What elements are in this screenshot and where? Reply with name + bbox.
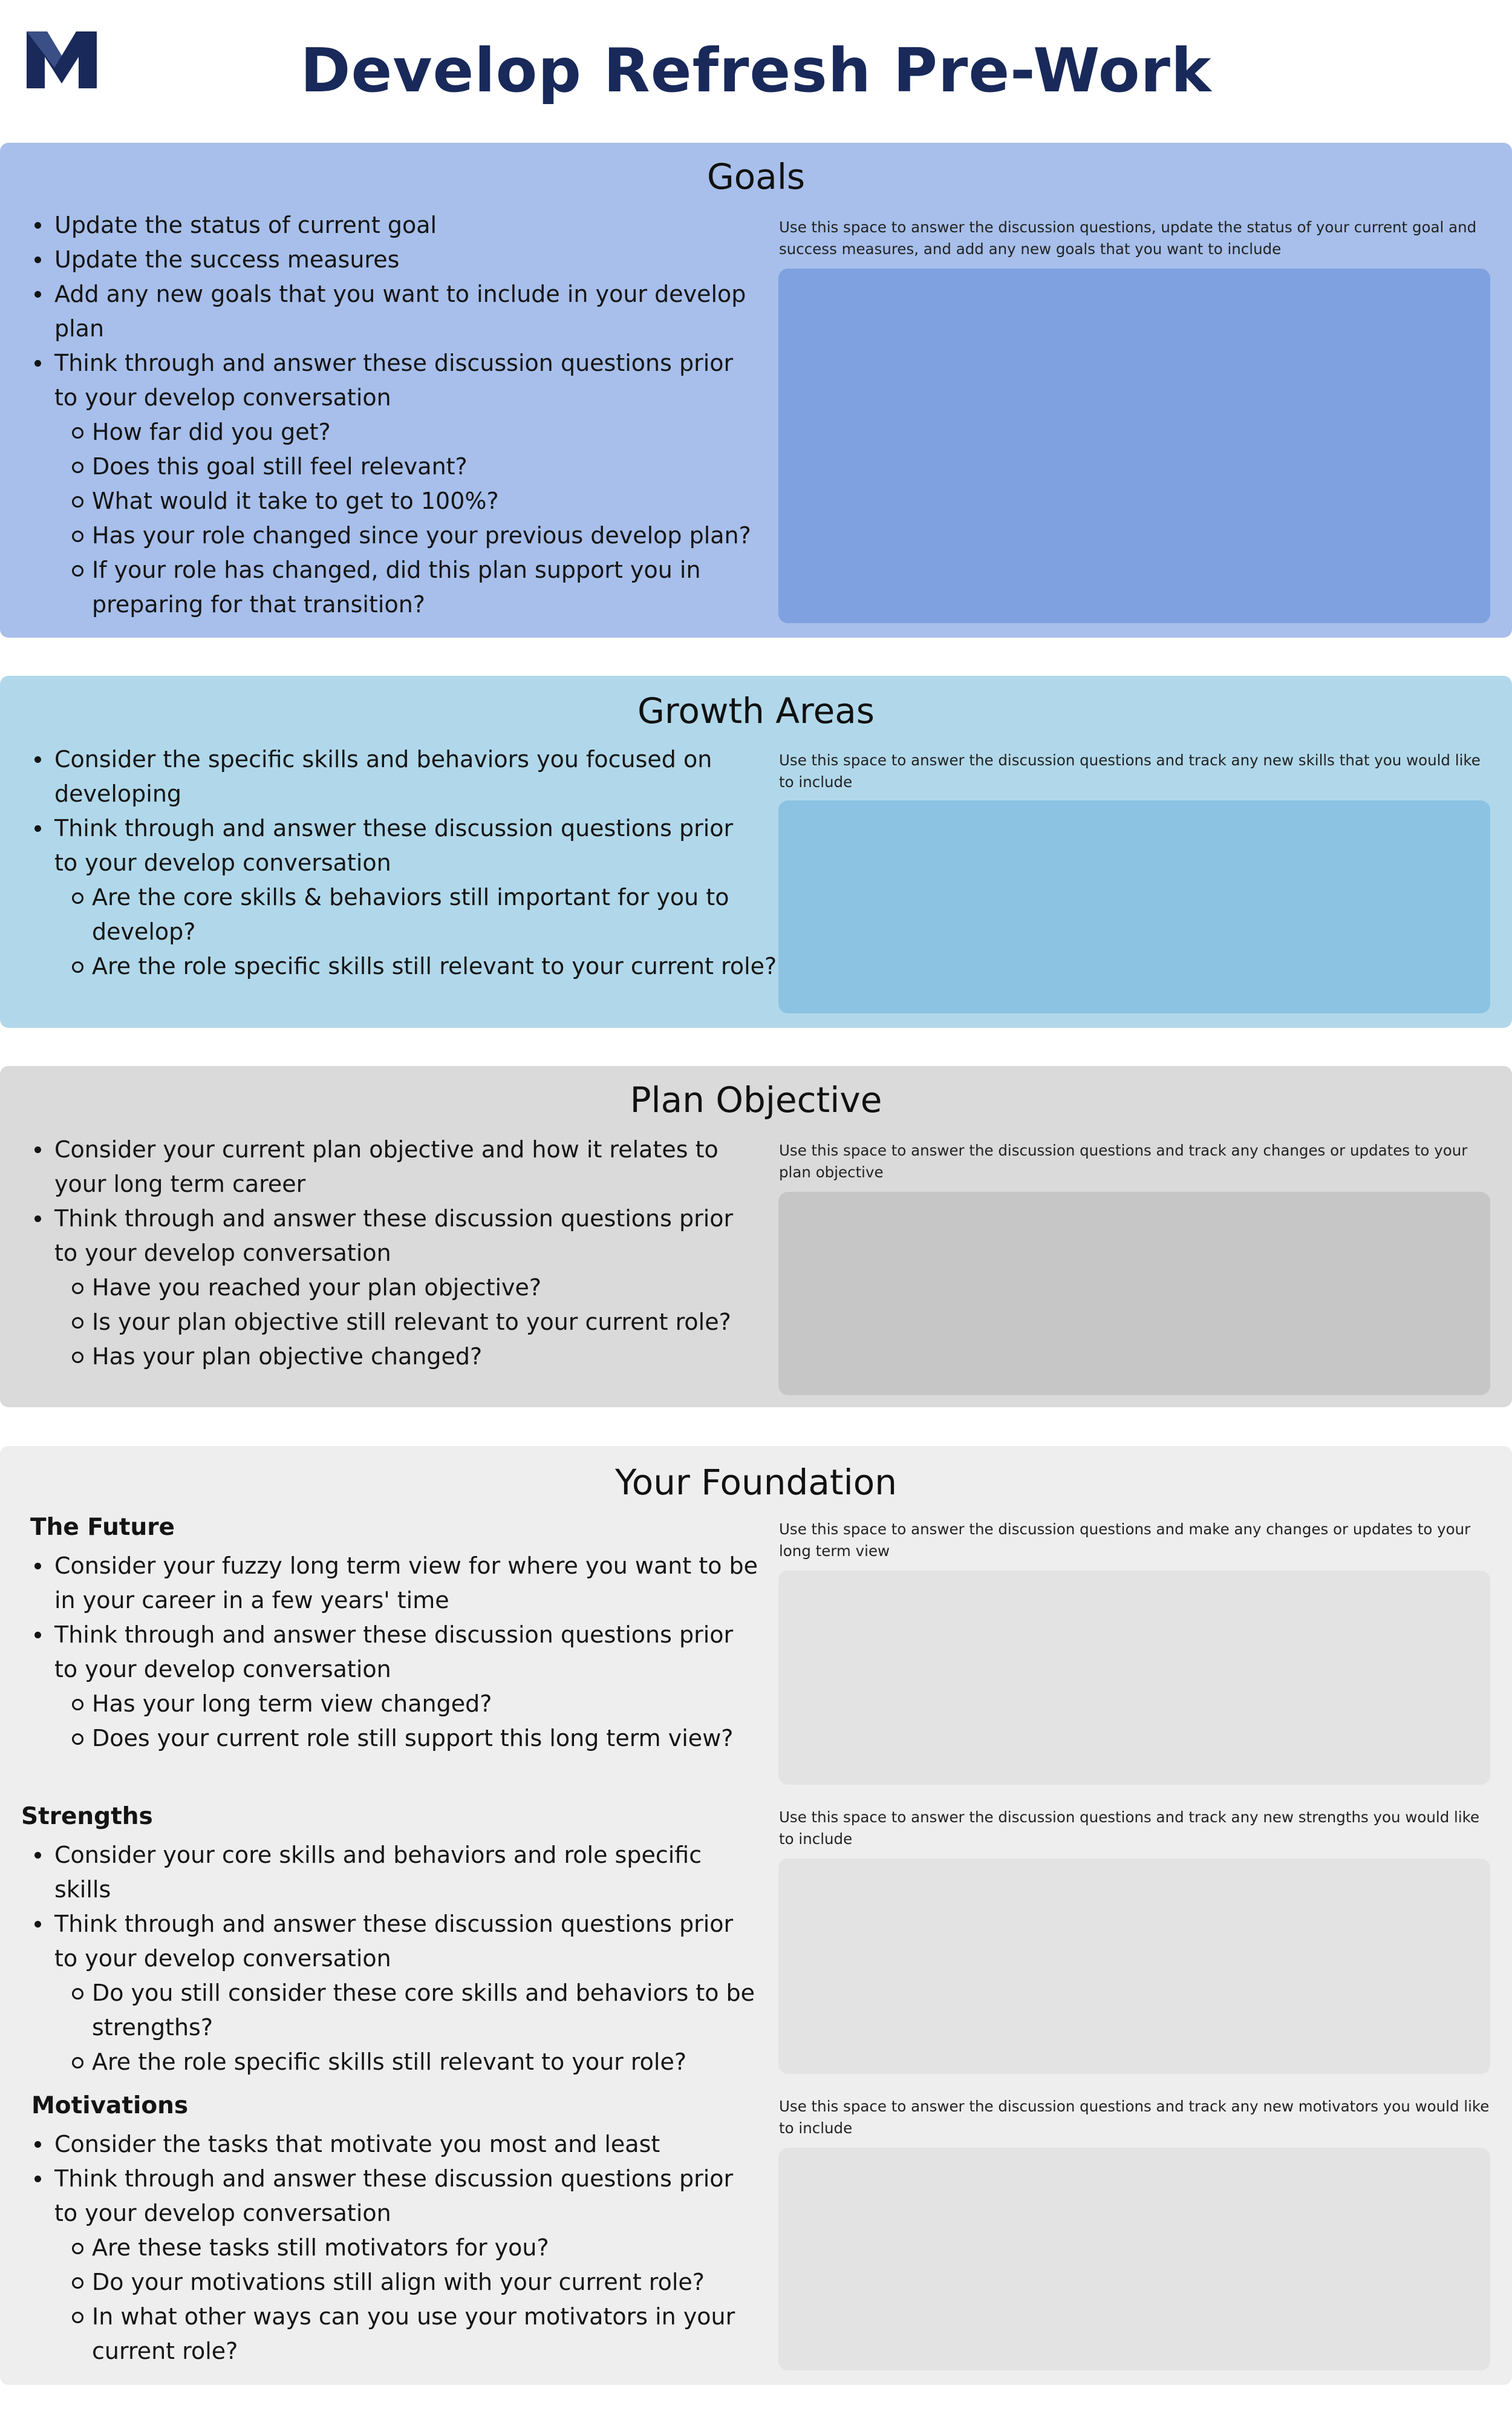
question-item: Are the core skills & behaviors still important for you to develop?: [92, 880, 797, 949]
future-hint: Use this space to answer the discussion questions and make any changes or updates to your long term view: [779, 1520, 1471, 1560]
question-item: Are these tasks still motivators for you?: [92, 2231, 797, 2265]
list-item: Consider the tasks that motivate you most and least: [33, 2127, 759, 2162]
question-item: Do you still consider these core skills and behaviors to be strengths?: [92, 1976, 797, 2045]
goals-bullet-list: [33, 208, 759, 622]
list-item: [33, 1202, 759, 1374]
plan-objective-title: Plan Objective: [630, 1079, 882, 1120]
question-item: In what other ways can you use your motivators in your current role?: [92, 2300, 797, 2369]
list-item: [33, 346, 759, 622]
goals-title: Goals: [706, 156, 806, 197]
plan-bullet-list: [33, 1133, 759, 1374]
future-answer-box[interactable]: [778, 1571, 1490, 1785]
growth-hint: Use this space to answer the discussion questions and track any new skills that you would like to include: [779, 751, 1481, 791]
growth-bullet-list: [33, 742, 777, 984]
plan-question-list: [92, 1270, 797, 1374]
list-item-text: Think through and answer these discussion questions prior to your develop conversation: [54, 1621, 734, 1683]
question-item: Does this goal still feel relevant?: [92, 450, 797, 484]
list-item: [33, 2162, 759, 2369]
list-item-text: Think through and answer these discussion questions prior to your develop conversation: [54, 2165, 734, 2226]
plan-objective-section: [0, 1066, 1512, 1407]
list-item: [33, 811, 777, 984]
question-item: Does your current role still support this long term view?: [92, 1721, 797, 1756]
goals-hint: Use this space to answer the discussion questions, update the status of your current goal and success measures, and add any new goals that you want to include: [779, 218, 1477, 258]
question-item: Has your long term view changed?: [92, 1687, 797, 1721]
list-item: Consider your core skills and behaviors and role specific skills: [33, 1838, 759, 1907]
foundation-title: Your Foundation: [614, 1462, 897, 1503]
list-item: Update the success measures: [33, 243, 759, 277]
growth-answer-box[interactable]: [778, 800, 1490, 1013]
motivations-question-list: [92, 2231, 797, 2369]
question-item: Do your motivations still align with your current role?: [92, 2265, 797, 2300]
growth-question-list: [92, 880, 797, 984]
list-item: Consider the specific skills and behaviors you focused on developing: [33, 742, 759, 811]
list-item: Update the status of current goal: [33, 208, 759, 243]
plan-answer-box[interactable]: [778, 1192, 1490, 1395]
list-item-text: Think through and answer these discussion questions prior to your develop conversation: [54, 350, 734, 411]
list-item-text: Think through and answer these discussion questions prior to your develop conversation: [54, 1911, 734, 1972]
list-item: [33, 1618, 759, 1756]
foundation-section: [0, 1446, 1512, 2385]
motivations-heading: Motivations: [31, 2092, 189, 2119]
goals-answer-box[interactable]: [778, 269, 1490, 623]
list-item: Add any new goals that you want to include in your develop plan: [33, 277, 759, 346]
list-item: Consider your fuzzy long term view for where you want to be in your career in a few years' time: [33, 1549, 759, 1618]
motivations-bullet-list: [33, 2127, 759, 2369]
future-heading: The Future: [30, 1514, 175, 1541]
future-bullet-list: [33, 1549, 759, 1756]
question-item: Has your role changed since your previous develop plan?: [92, 518, 797, 553]
question-item: Have you reached your plan objective?: [92, 1270, 797, 1305]
question-item: Is your plan objective still relevant to your current role?: [92, 1305, 797, 1339]
strengths-answer-box[interactable]: [778, 1859, 1490, 2074]
question-item: What would it take to get to 100%?: [92, 484, 797, 518]
motivations-answer-box[interactable]: [778, 2148, 1490, 2370]
growth-areas-title: Growth Areas: [637, 690, 875, 731]
list-item: [33, 1907, 759, 2079]
future-question-list: [92, 1687, 797, 1756]
strengths-heading: Strengths: [21, 1803, 153, 1830]
goals-section: [0, 143, 1512, 638]
question-item: If your role has changed, did this plan support you in preparing for that transition?: [92, 553, 797, 622]
list-item-text: Think through and answer these discussion questions prior to your develop conversation: [54, 815, 734, 876]
plan-hint: Use this space to answer the discussion questions and track any changes or updates to your plan objective: [779, 1142, 1468, 1181]
strengths-question-list: [92, 1976, 797, 2079]
page-title: Develop Refresh Pre-Work: [300, 35, 1212, 106]
goals-question-list: [92, 415, 797, 622]
list-item: Consider your current plan objective and how it relates to your long term career: [33, 1133, 759, 1202]
question-item: How far did you get?: [92, 415, 797, 450]
strengths-hint: Use this space to answer the discussion questions and track any new strengths you would like to include: [779, 1808, 1480, 1848]
growth-areas-section: [0, 676, 1512, 1028]
motivations-hint: Use this space to answer the discussion questions and track any new motivators you would like to include: [779, 2098, 1490, 2137]
question-item: Are the role specific skills still relevant to your current role?: [92, 949, 797, 984]
question-item: Are the role specific skills still relevant to your role?: [92, 2045, 797, 2079]
question-item: Has your plan objective changed?: [92, 1339, 797, 1374]
strengths-bullet-list: [33, 1838, 759, 2079]
list-item-text: Think through and answer these discussion questions prior to your develop conversation: [54, 1205, 734, 1266]
